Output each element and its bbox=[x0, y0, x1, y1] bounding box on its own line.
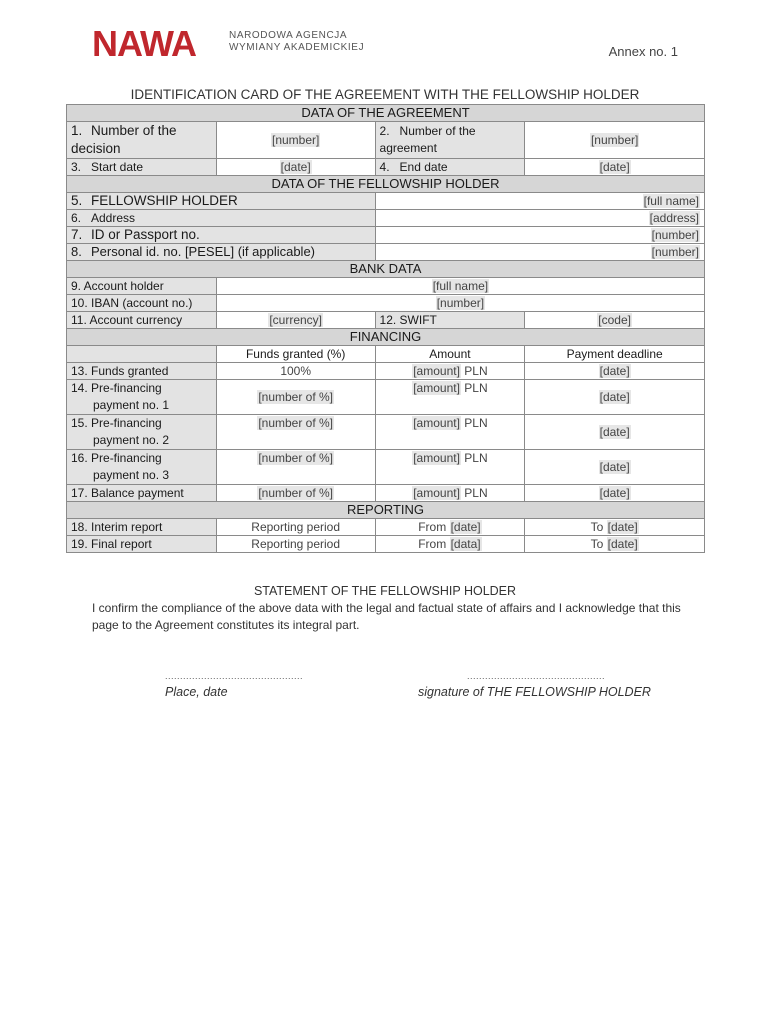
value-account-currency[interactable]: [currency] bbox=[216, 312, 375, 329]
svg-text:NAWA: NAWA bbox=[92, 26, 196, 60]
value-balance-amount[interactable]: [amount] PLN bbox=[375, 485, 525, 502]
label-prefinancing-2: 15. Pre-financing payment no. 2 bbox=[67, 415, 217, 450]
label-prefinancing-1: 14. Pre-financing payment no. 1 bbox=[67, 380, 217, 415]
value-funds-amount[interactable]: [amount] PLN bbox=[375, 363, 525, 380]
label-funds-granted: 13. Funds granted bbox=[67, 363, 217, 380]
label-prefinancing-3: 16. Pre-financing payment no. 3 bbox=[67, 450, 217, 485]
label-address: 6. Address bbox=[67, 210, 376, 227]
value-pesel[interactable]: [number] bbox=[375, 244, 704, 261]
signature-line[interactable]: .............................................. bbox=[467, 671, 606, 681]
value-prefinancing-2-deadline[interactable]: [date] bbox=[525, 415, 705, 450]
label-account-currency: 11. Account currency bbox=[67, 312, 217, 329]
label-balance-payment: 17. Balance payment bbox=[67, 485, 217, 502]
value-prefinancing-3-percent[interactable]: [number of %] bbox=[216, 450, 375, 485]
header-funds-granted: Funds granted (%) bbox=[216, 346, 375, 363]
label-pesel: 8. Personal id. no. [PESEL] (if applicable) bbox=[67, 244, 376, 261]
agency-line-2: WYMIANY AKADEMICKIEJ bbox=[229, 42, 365, 53]
value-prefinancing-2-amount[interactable]: [amount] PLN bbox=[375, 415, 525, 450]
signature-label: signature of THE FELLOWSHIP HOLDER bbox=[418, 685, 651, 699]
value-funds-percent[interactable]: 100% bbox=[216, 363, 375, 380]
section-financing: FINANCING bbox=[67, 329, 705, 346]
label-start-date: 3. Start date bbox=[67, 159, 217, 176]
value-agreement-number[interactable]: [number] bbox=[525, 122, 705, 159]
value-decision-number[interactable]: [number] bbox=[216, 122, 375, 159]
header-payment-deadline: Payment deadline bbox=[525, 346, 705, 363]
statement-title: STATEMENT OF THE FELLOWSHIP HOLDER bbox=[253, 584, 517, 598]
label-interim-report: 18. Interim report bbox=[67, 519, 217, 536]
value-funds-deadline[interactable]: [date] bbox=[525, 363, 705, 380]
value-final-to[interactable]: To [date] bbox=[525, 536, 705, 553]
value-id-passport[interactable]: [number] bbox=[375, 227, 704, 244]
statement-text: I confirm the compliance of the above data with the legal and factual state of affairs and I acknowledge that this page to the Agreement constitutes its integral part. bbox=[92, 601, 681, 632]
label-agreement-number: 2. Number of the agreement bbox=[375, 122, 525, 159]
agency-line-1: NARODOWA AGENCJA bbox=[229, 30, 348, 41]
document-title: IDENTIFICATION CARD OF THE AGREEMENT WITH THE FELLOWSHIP HOLDER bbox=[130, 87, 640, 102]
value-balance-deadline[interactable]: [date] bbox=[525, 485, 705, 502]
place-date-line[interactable]: .............................................. bbox=[165, 671, 304, 681]
label-final-report: 19. Final report bbox=[67, 536, 217, 553]
value-address[interactable]: [address] bbox=[375, 210, 704, 227]
value-interim-to[interactable]: To [date] bbox=[525, 519, 705, 536]
identification-table bbox=[66, 104, 705, 553]
annex-label: Annex no. 1 bbox=[608, 44, 678, 59]
label-fellowship-holder: 5. FELLOWSHIP HOLDER bbox=[67, 193, 376, 210]
value-prefinancing-2-percent[interactable]: [number of %] bbox=[216, 415, 375, 450]
section-holder: DATA OF THE FELLOWSHIP HOLDER bbox=[67, 176, 705, 193]
label-decision-number: 1. Number of the decision bbox=[67, 122, 217, 159]
section-bank: BANK DATA bbox=[67, 261, 705, 278]
value-final-from[interactable]: From [data] bbox=[375, 536, 525, 553]
section-agreement: DATA OF THE AGREEMENT bbox=[67, 105, 705, 122]
value-start-date[interactable]: [date] bbox=[216, 159, 375, 176]
financing-header-blank bbox=[67, 346, 217, 363]
label-end-date: 4. End date bbox=[375, 159, 525, 176]
value-swift[interactable]: [code] bbox=[525, 312, 705, 329]
label-account-holder: 9. Account holder bbox=[67, 278, 217, 295]
value-interim-period: Reporting period bbox=[216, 519, 375, 536]
value-end-date[interactable]: [date] bbox=[525, 159, 705, 176]
value-prefinancing-3-amount[interactable]: [amount] PLN bbox=[375, 450, 525, 485]
value-balance-percent[interactable]: [number of %] bbox=[216, 485, 375, 502]
header-amount: Amount bbox=[375, 346, 525, 363]
label-swift: 12. SWIFT bbox=[375, 312, 525, 329]
nawa-logo bbox=[92, 26, 222, 60]
value-prefinancing-1-amount[interactable]: [amount] PLN bbox=[375, 380, 525, 415]
label-iban: 10. IBAN (account no.) bbox=[67, 295, 217, 312]
agency-name bbox=[229, 30, 364, 54]
value-iban[interactable]: [number] bbox=[216, 295, 704, 312]
value-fellowship-holder[interactable]: [full name] bbox=[375, 193, 704, 210]
value-prefinancing-1-percent[interactable]: [number of %] bbox=[216, 380, 375, 415]
value-account-holder[interactable]: [full name] bbox=[216, 278, 704, 295]
place-date-label: Place, date bbox=[165, 685, 228, 699]
label-id-passport: 7. ID or Passport no. bbox=[67, 227, 376, 244]
value-final-period: Reporting period bbox=[216, 536, 375, 553]
section-reporting: REPORTING bbox=[67, 502, 705, 519]
value-prefinancing-3-deadline[interactable]: [date] bbox=[525, 450, 705, 485]
value-prefinancing-1-deadline[interactable]: [date] bbox=[525, 380, 705, 415]
value-interim-from[interactable]: From [date] bbox=[375, 519, 525, 536]
